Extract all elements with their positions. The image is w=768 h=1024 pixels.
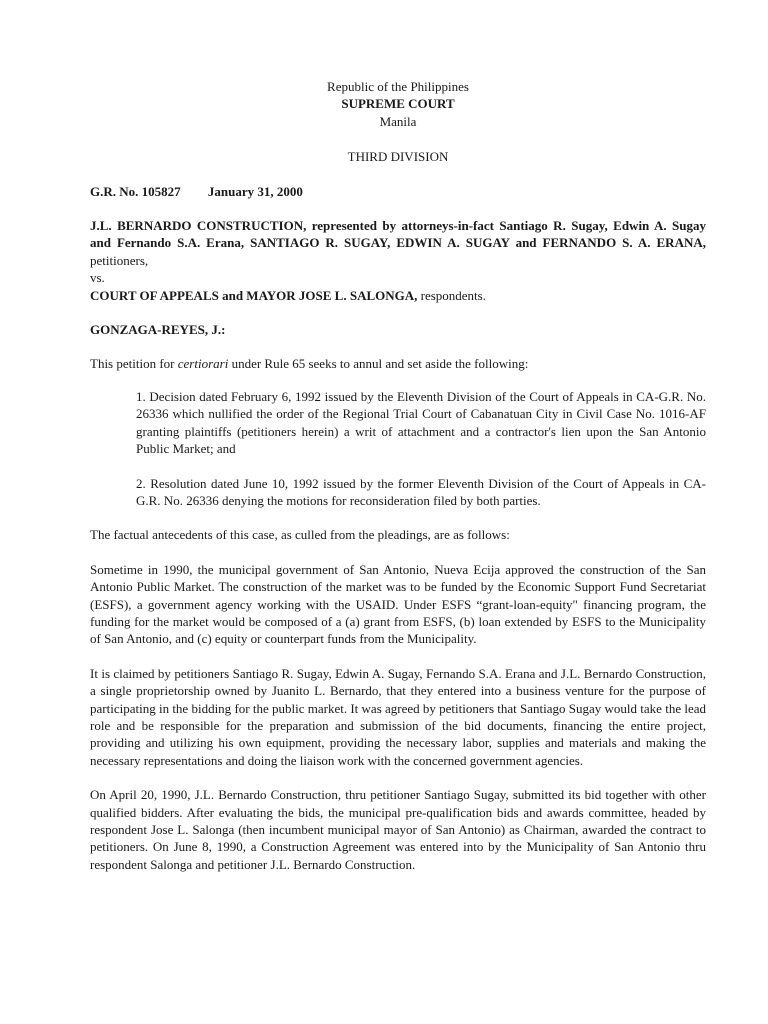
relief-items (136, 388, 706, 509)
paragraph-bidding: On April 20, 1990, J.L. Bernardo Construction, thru petitioner Santiago Sugay, submitted its bid together with other qualified bidders. After evaluating the bids, the municipal pre-qualification bids and awards committee, headed by respondent Jose L. Salonga (then incumbent municipal mayor of San Antonio) as Chairman, awarded the contract to petitioners. On June 8, 1990, a Construction Agreement was entered into by the Municipality of San Antonio thru respondent Salonga and petitioner J.L. Bernardo Construction. (90, 787, 706, 872)
petitioners-names: J.L. BERNARDO CONSTRUCTION, represented by attorneys-in-fact Santiago R. Sugay, Edwin A. Sugay and Fernando S.A. Erana, SANTIAGO R. SUGAY, EDWIN A. SUGAY and FERNANDO S. A. ERANA, (90, 218, 706, 251)
paragraph-venture: It is claimed by petitioners Santiago R. Sugay, Edwin A. Sugay, Fernando S.A. Erana and J.L. Bernardo Construction, a single proprietorship owned by Juanito L. Bernardo, that they entered into a business venture for the purpose of participating in the bidding for the public market. It was agreed by petitioners that Santiago Sugay would take the lead role and be responsible for the preparation and submission of the bid documents, financing the entire project, providing and utilizing his own equipment, providing the necessary labor, supplies and materials and making the necessary representations and doing the liaison work with the concerned government agencies. (90, 665, 706, 768)
respondents-names: COURT OF APPEALS and MAYOR JOSE L. SALONGA, (90, 287, 418, 303)
respondents-line (90, 287, 706, 304)
paragraph-funding: Sometime in 1990, the municipal government of San Antonio, Nueva Ecija approved the construction of the San Antonio Public Market. The construction of the market was to be funded by the Economic Support Fund Secretariat (ESFS), a government agency working with the USAID. Under ESFS “grant-loan-equity" financing program, the funding for the market would be composed of a (a) grant from ESFS, (b) loan extended by ESFS to the Municipality of San Antonio, and (c) equity or counterpart funds from the Municipality. (90, 561, 706, 647)
decision-date: January 31, 2000 (207, 183, 303, 199)
ponente: GONZAGA-REYES, J.: (90, 322, 226, 338)
court-city: Manila (379, 113, 417, 129)
certiorari-term: certiorari (177, 356, 229, 372)
document-header (90, 78, 706, 166)
intro-paragraph: This petition for certiorari under Rule 65 seeks to annul and set aside the following: (90, 356, 529, 372)
paragraph-antecedents: The factual antecedents of this case, as culled from the pleadings, are as follows: (90, 527, 510, 543)
respondents-role: respondents. (417, 287, 486, 303)
petitioners-role: petitioners, (90, 252, 149, 268)
relief-item-1: 1. Decision dated February 6, 1992 issued by the Eleventh Division of the Court of Appeals in CA-G.R. No. 26336 which nullified the order of the Regional Trial Court of Cabanatuan City in Civil Case No. 1016-AF granting plaintiffs (petitioners herein) a writ of attachment and a contractor's lien upon the San Antonio Public Market; and (136, 388, 706, 457)
petitioners-line (90, 217, 706, 269)
court-name: SUPREME COURT (341, 96, 455, 112)
republic-line: Republic of the Philippines (327, 79, 469, 94)
case-number-line (90, 183, 706, 200)
relief-item-2: 2. Resolution dated June 10, 1992 issued by the former Eleventh Division of the Court of Appeals in CA-G.R. No. 26336 denying the motions for reconsideration filed by both parties. (136, 475, 706, 508)
versus-label: vs. (90, 270, 105, 286)
division-name: THIRD DIVISION (347, 149, 449, 165)
case-parties (90, 217, 706, 304)
gr-number: G.R. No. 105827 (90, 183, 181, 199)
